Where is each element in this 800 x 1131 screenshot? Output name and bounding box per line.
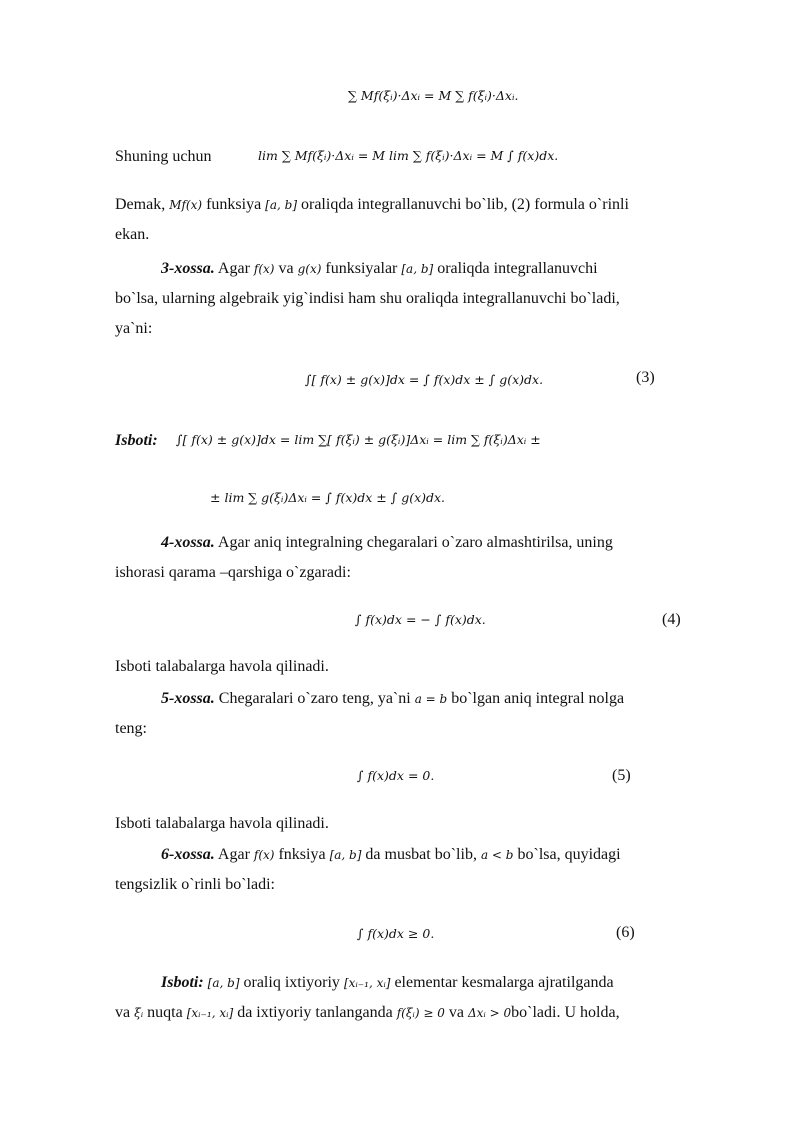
property-4-paragraph: 4-xossa. Agar aniq integralning chegaralari o`zaro almashtirilsa, uning ishorasi qarama –qarshiga o`zgaradi: — [115, 534, 613, 581]
formula-3-proof-line-1: ∫[ f(x) ± g(x)]dx = lim ∑[ f(ξᵢ) ± g(ξᵢ)]Δxᵢ = lim ∑ f(ξᵢ)Δxᵢ ± — [176, 432, 541, 447]
property-5-title: 5-xossa. — [161, 690, 215, 707]
formula-4: ∫ f(x)dx = − ∫ f(x)dx. — [355, 612, 486, 627]
equation-number-5: (5) — [612, 767, 631, 784]
proof-reference-1: Isboti talabalarga havola qilinadi. — [115, 658, 329, 675]
property-5-paragraph: 5-xossa. Chegaralari o`zaro teng, ya`ni a = b bo`lgan aniq integral nolga teng: — [115, 690, 625, 737]
proof-label-2: Isboti: — [161, 974, 204, 991]
property-6-proof-paragraph: Isboti: [a, b] oraliq ixtiyoriy [xᵢ₋₁, xᵢ] elementar kesmalarga ajratilganda va ξᵢ nuqta [xᵢ₋₁, xᵢ] da ixtiyoriy tanlanganda f(ξᵢ) ≥ 0 va Δxᵢ > 0bo`ladi. U holda, — [115, 974, 620, 1021]
formula-6: ∫ f(x)dx ≥ 0. — [357, 926, 435, 941]
property-3-paragraph: 3-xossa. Agar f(x) va g(x) funksiyalar [a, b] oraliqda integrallanuvchi bo`lsa, ularning algebraik yig`indisi ham shu oraliqda integrallanuvchi bo`ladi, ya`ni: — [115, 260, 620, 337]
equation-number-4: (4) — [662, 611, 681, 628]
formula-3-proof-line-2: ± lim ∑ g(ξᵢ)Δxᵢ = ∫ f(x)dx ± ∫ g(x)dx. — [210, 490, 446, 505]
property-4-title: 4-xossa. — [161, 534, 215, 551]
proof-label: Isboti: — [115, 432, 158, 449]
equation-number-6: (6) — [616, 924, 635, 941]
formula-3: ∫[ f(x) ± g(x)]dx = ∫ f(x)dx ± ∫ g(x)dx. — [305, 372, 544, 387]
property-6-title: 6-xossa. — [161, 846, 215, 863]
formula-5: ∫ f(x)dx = 0. — [357, 768, 435, 783]
formula-limit-mf: lim ∑ Mf(ξᵢ)·Δxᵢ = M lim ∑ f(ξᵢ)·Δxᵢ = M ∫ f(x)dx. — [258, 148, 559, 163]
formula-sum-mf: ∑ Mf(ξᵢ)·Δxᵢ = M ∑ f(ξᵢ)·Δxᵢ. — [348, 88, 519, 103]
demak-paragraph: Demak, Mf(x) funksiya [a, b] oraliqda integrallanuvchi bo`lib, (2) formula o`rinli ekan. — [115, 196, 629, 243]
property-6-paragraph: 6-xossa. Agar f(x) fnksiya [a, b] da musbat bo`lib, a < b bo`lsa, quyidagi tengsizlik o`rinli bo`ladi: — [115, 846, 621, 893]
property-3-title: 3-xossa. — [161, 260, 215, 277]
equation-number-3: (3) — [636, 369, 655, 386]
proof-reference-2: Isboti talabalarga havola qilinadi. — [115, 815, 329, 832]
shuning-uchun-label: Shuning uchun — [115, 148, 212, 165]
